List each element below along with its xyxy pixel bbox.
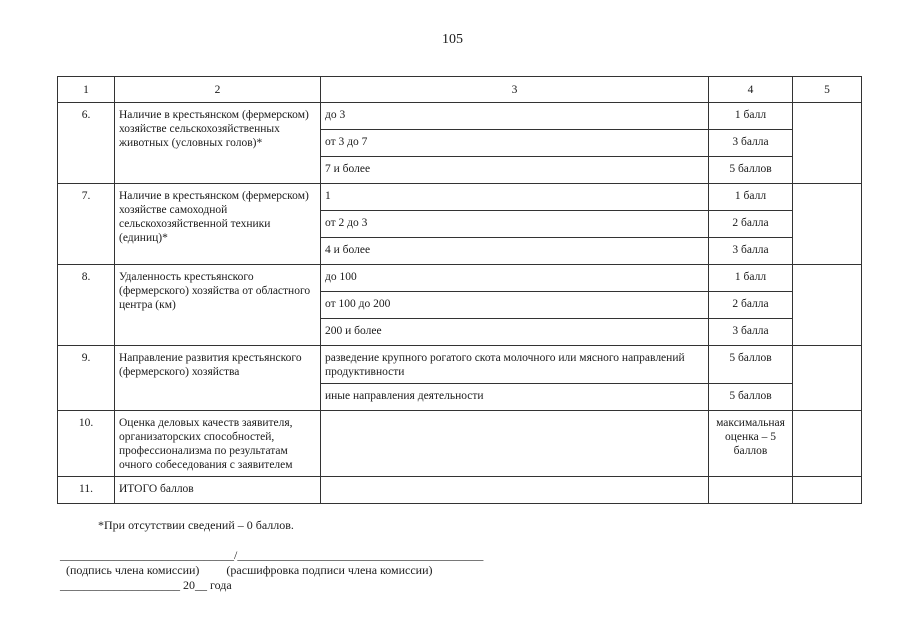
option-range: иные направления деятельности: [321, 384, 709, 411]
option-range: от 2 до 3: [321, 211, 709, 238]
option-points: 2 балла: [709, 211, 793, 238]
table-row: [58, 411, 862, 477]
scoring-table: [57, 76, 862, 504]
option-points: 3 балла: [709, 238, 793, 265]
table-row: [58, 103, 862, 130]
option-points: 1 балл: [709, 265, 793, 292]
header-col-4: 4: [709, 77, 793, 103]
table-row: [58, 346, 862, 384]
score-cell: [793, 411, 862, 477]
option-points: 1 балл: [709, 103, 793, 130]
criterion-number: 11.: [58, 477, 115, 504]
header-col-1: 1: [58, 77, 115, 103]
criterion-number: 7.: [58, 184, 115, 265]
table-row: [58, 184, 862, 211]
option-points: 3 балла: [709, 130, 793, 157]
table-header-row: [58, 77, 862, 103]
option-range: от 100 до 200: [321, 292, 709, 319]
option-range: 200 и более: [321, 319, 709, 346]
signature-captions: (подпись члена комиссии) (расшифровка подписи члена комиссии): [60, 563, 433, 577]
score-cell: [793, 265, 862, 346]
signature-line: _____________________________/_________________________________________: [60, 548, 484, 562]
footnote: *При отсутствии сведений – 0 баллов.: [98, 518, 294, 532]
criterion-number: 8.: [58, 265, 115, 346]
signature-block: [60, 548, 483, 593]
criterion-number: 9.: [58, 346, 115, 411]
option-range: [321, 477, 709, 504]
header-col-3: 3: [321, 77, 709, 103]
page-number: 105: [442, 32, 463, 47]
option-range: 7 и более: [321, 157, 709, 184]
score-cell: [793, 346, 862, 411]
criterion-name: Направление развития крестьянского (фермерского) хозяйства: [115, 346, 321, 411]
table-row: [58, 477, 862, 504]
criterion-name: Удаленность крестьянского (фермерского) хозяйства от областного центра (км): [115, 265, 321, 346]
option-points: 2 балла: [709, 292, 793, 319]
option-points: 5 баллов: [709, 384, 793, 411]
option-points: [709, 477, 793, 504]
criterion-number: 6.: [58, 103, 115, 184]
option-points: 1 балл: [709, 184, 793, 211]
criterion-number: 10.: [58, 411, 115, 477]
option-range: от 3 до 7: [321, 130, 709, 157]
option-range: до 3: [321, 103, 709, 130]
table-row: [58, 265, 862, 292]
criterion-name: Оценка деловых качеств заявителя, организаторских способностей, профессионализма по результатам очного собеседования с заявителем: [115, 411, 321, 477]
option-range: 1: [321, 184, 709, 211]
score-cell: [793, 103, 862, 184]
criterion-name: ИТОГО баллов: [115, 477, 321, 504]
header-col-5: 5: [793, 77, 862, 103]
option-points: 3 балла: [709, 319, 793, 346]
score-cell: [793, 477, 862, 504]
option-range: до 100: [321, 265, 709, 292]
option-points: максимальная оценка – 5 баллов: [709, 411, 793, 477]
criterion-name: Наличие в крестьянском (фермерском) хозяйстве сельскохозяйственных животных (условных голов)*: [115, 103, 321, 184]
header-col-2: 2: [115, 77, 321, 103]
option-points: 5 баллов: [709, 346, 793, 384]
option-range: [321, 411, 709, 477]
score-cell: [793, 184, 862, 265]
option-range: 4 и более: [321, 238, 709, 265]
option-points: 5 баллов: [709, 157, 793, 184]
date-line: ____________________ 20__ года: [60, 578, 232, 592]
option-range: разведение крупного рогатого скота молочного или мясного направлений продуктивности: [321, 346, 709, 384]
criterion-name: Наличие в крестьянском (фермерском) хозяйстве самоходной сельскохозяйственной техники (единиц)*: [115, 184, 321, 265]
